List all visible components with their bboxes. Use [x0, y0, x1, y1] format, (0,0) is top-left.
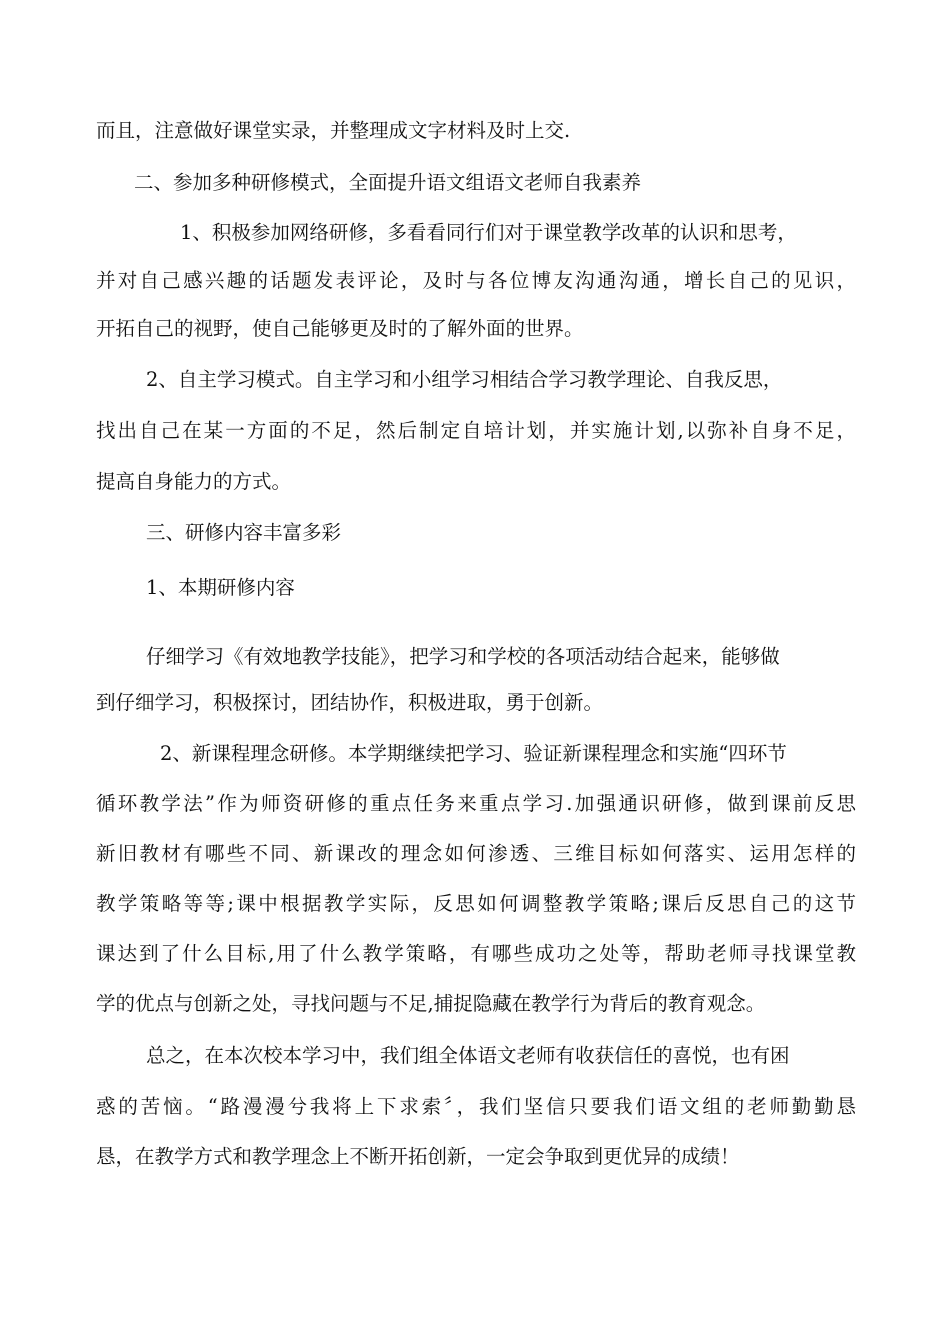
- paragraph-line: 开拓自己的视野，使自己能够更及时的了解外面的世界。: [96, 317, 584, 340]
- paragraph-line: 新旧教材有哪些不同、新课改的理念如何渗透、三维目标如何落实、运用怎样的: [96, 842, 856, 865]
- paragraph-line: 循环教学法”作为师资研修的重点任务来重点学习.加强通识研修，做到课前反思: [96, 792, 856, 815]
- paragraph-line: 找出自己在某一方面的不足，然后制定自培计划，并实施计划,以弥补自身不足，: [96, 419, 856, 442]
- paragraph-line: 而且，注意做好课堂实录，并整理成文字材料及时上交.: [96, 119, 571, 142]
- paragraph-line: 恳，在教学方式和教学理念上不断开拓创新，一定会争取到更优异的成绩！: [96, 1145, 740, 1168]
- paragraph-line: 教学策略等等;课中根据教学实际，反思如何调整教学策略;课后反思自己的这节: [96, 892, 856, 915]
- paragraph-line: 到仔细学习，积极探讨，团结协作，积极进取，勇于创新。: [96, 691, 604, 714]
- paragraph-line: 学的优点与创新之处，寻找问题与不足,捕捉隐藏在教学行为背后的教育观念。: [96, 992, 766, 1015]
- paragraph-line: 提高自身能力的方式。: [96, 470, 292, 493]
- paragraph-line: 课达到了什么目标,用了什么教学策略，有哪些成功之处等，帮助老师寻找课堂教: [96, 942, 856, 965]
- subsection-heading: 1、本期研修内容: [146, 576, 295, 599]
- paragraph-line: 惑的苦恼。“路漫漫兮我将上下求索〞，我们坚信只要我们语文组的老师勤勤恳: [96, 1095, 856, 1118]
- section-heading: 三、研修内容丰富多彩: [146, 521, 342, 544]
- paragraph-line: 1、积极参加网络研修，多看看同行们对于课堂教学改革的认识和思考，: [180, 221, 797, 244]
- paragraph-line: 2、自主学习模式。自主学习和小组学习相结合学习教学理论、自我反思，: [146, 368, 783, 391]
- paragraph-line: 2、新课程理念研修。本学期继续把学习、验证新课程理念和实施“四环节: [160, 742, 787, 765]
- section-heading: 二、参加多种研修模式，全面提升语文组语文老师自我素养: [134, 171, 642, 194]
- paragraph-line: 总之，在本次校本学习中，我们组全体语文老师有收获信任的喜悦，也有困: [146, 1044, 790, 1067]
- paragraph-line: 仔细学习《有效地教学技能》，把学习和学校的各项活动结合起来，能够做: [146, 645, 780, 668]
- paragraph-line: 并对自己感兴趣的话题发表评论，及时与各位博友沟通沟通，增长自己的见识，: [96, 269, 856, 292]
